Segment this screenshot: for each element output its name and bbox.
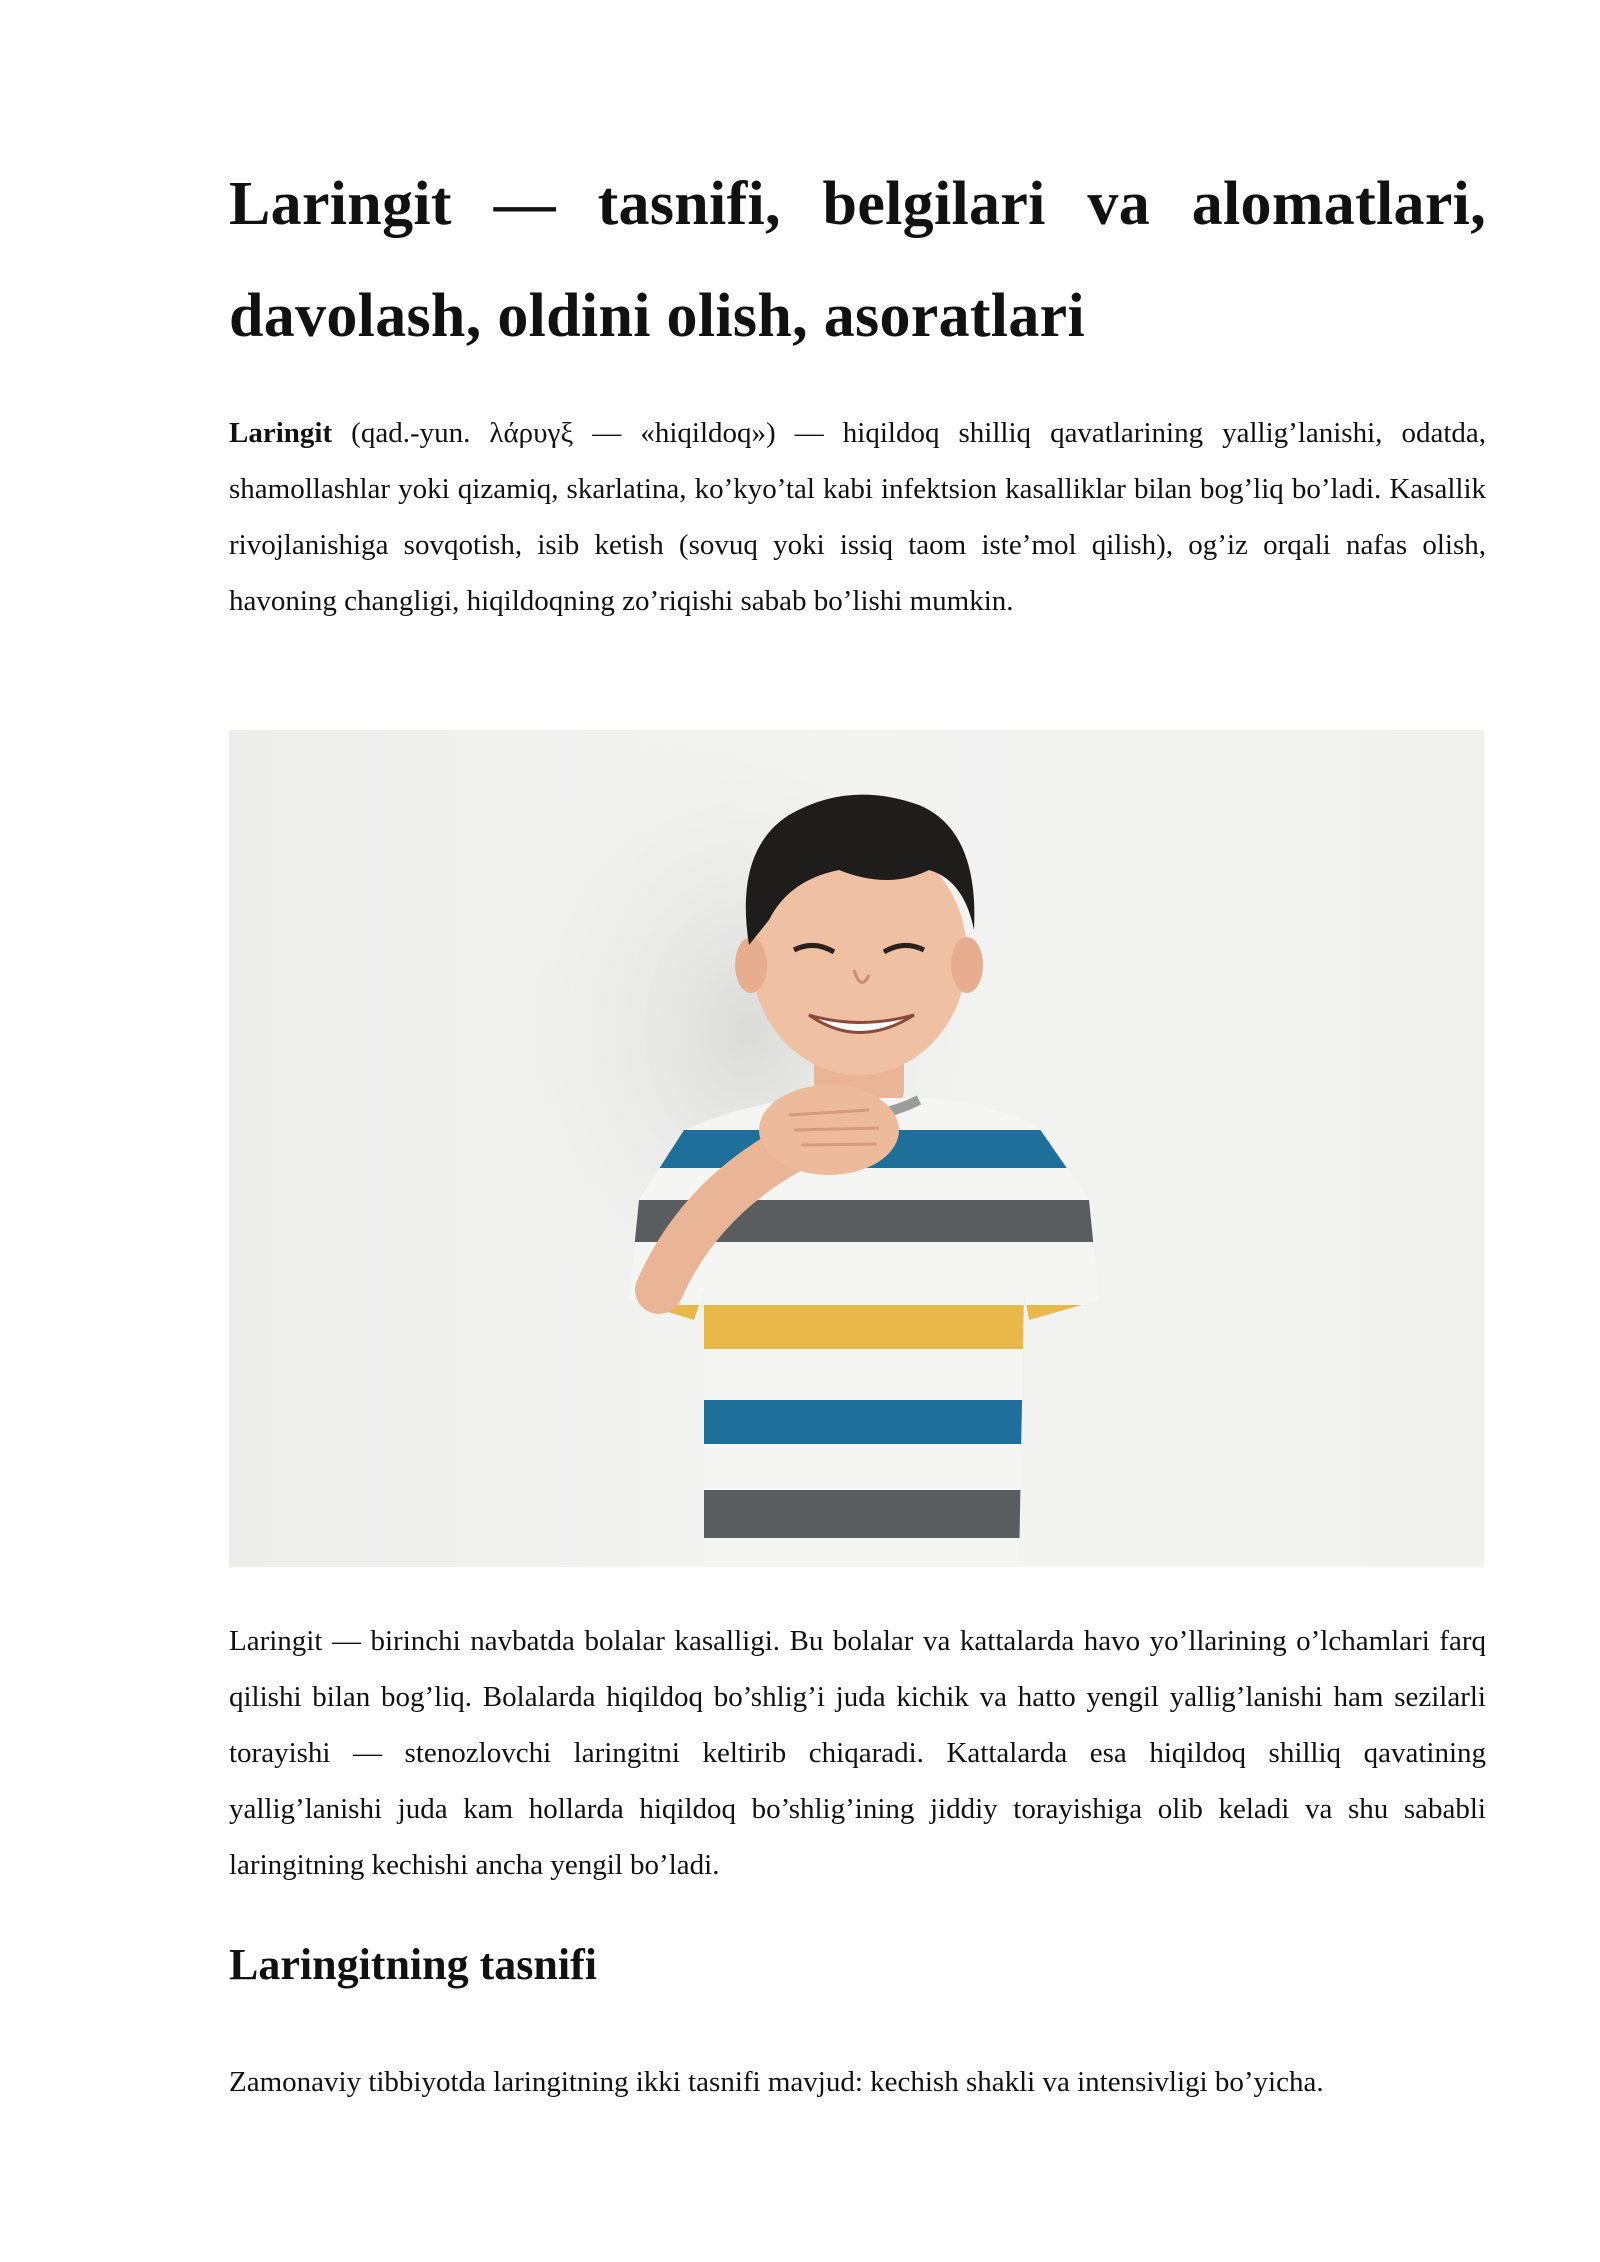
boy-holding-throat-photo bbox=[229, 730, 1484, 1567]
intro-text: (qad.-yun. λάρυγξ — «hiqildoq») — hiqildoq shilliq qavatlarining yallig’lanishi, odatda, shamollashlar yoki qizamiq, skarlatina, ko’kyo’tal kabi infektsion kasalliklar bilan bog’liq bo’ladi. Kasallik rivojlanishiga sovqotish, isib ketish (sovuq yoki issiq taom iste’mol qilish), og’iz orqali nafas olish, havoning changligi, hiqildoqning zo’riqishi sabab bo’lishi mumkin. bbox=[229, 417, 1486, 617]
section-heading: Laringitning tasnifi bbox=[229, 1940, 597, 1989]
body-paragraph-2: Zamonaviy tibbiyotda laringitning ikki tasnifi mavjud: kechish shakli va intensivligi bo’yicha. bbox=[229, 2066, 1324, 2098]
body-paragraph-1: Laringit — birinchi navbatda bolalar kasalligi. Bu bolalar va kattalarda havo yo’llarining o’lchamlari farq qilishi bilan bog’liq. Bolalarda hiqildoq bo’shlig’i juda kichik va hatto yengil yallig’lanishi ham sezilarli torayishi — stenozlovchi laringitni keltirib chiqaradi. Kattalarda esa hiqildoq shilliq qavatining yallig’lanishi juda kam hollarda hiqildoq bo’shlig’ining jiddiy torayishiga olib keladi va shu sababli laringitning kechishi ancha yengil bo’ladi. bbox=[229, 1625, 1486, 1881]
photo-illustration bbox=[229, 730, 1484, 1567]
intro-term: Laringit bbox=[229, 417, 333, 449]
article-title: Laringit — tasnifi, belgilari va alomatlari, davolash, oldini olish, asoratlari bbox=[229, 170, 1486, 350]
intro-paragraph bbox=[229, 405, 1486, 629]
